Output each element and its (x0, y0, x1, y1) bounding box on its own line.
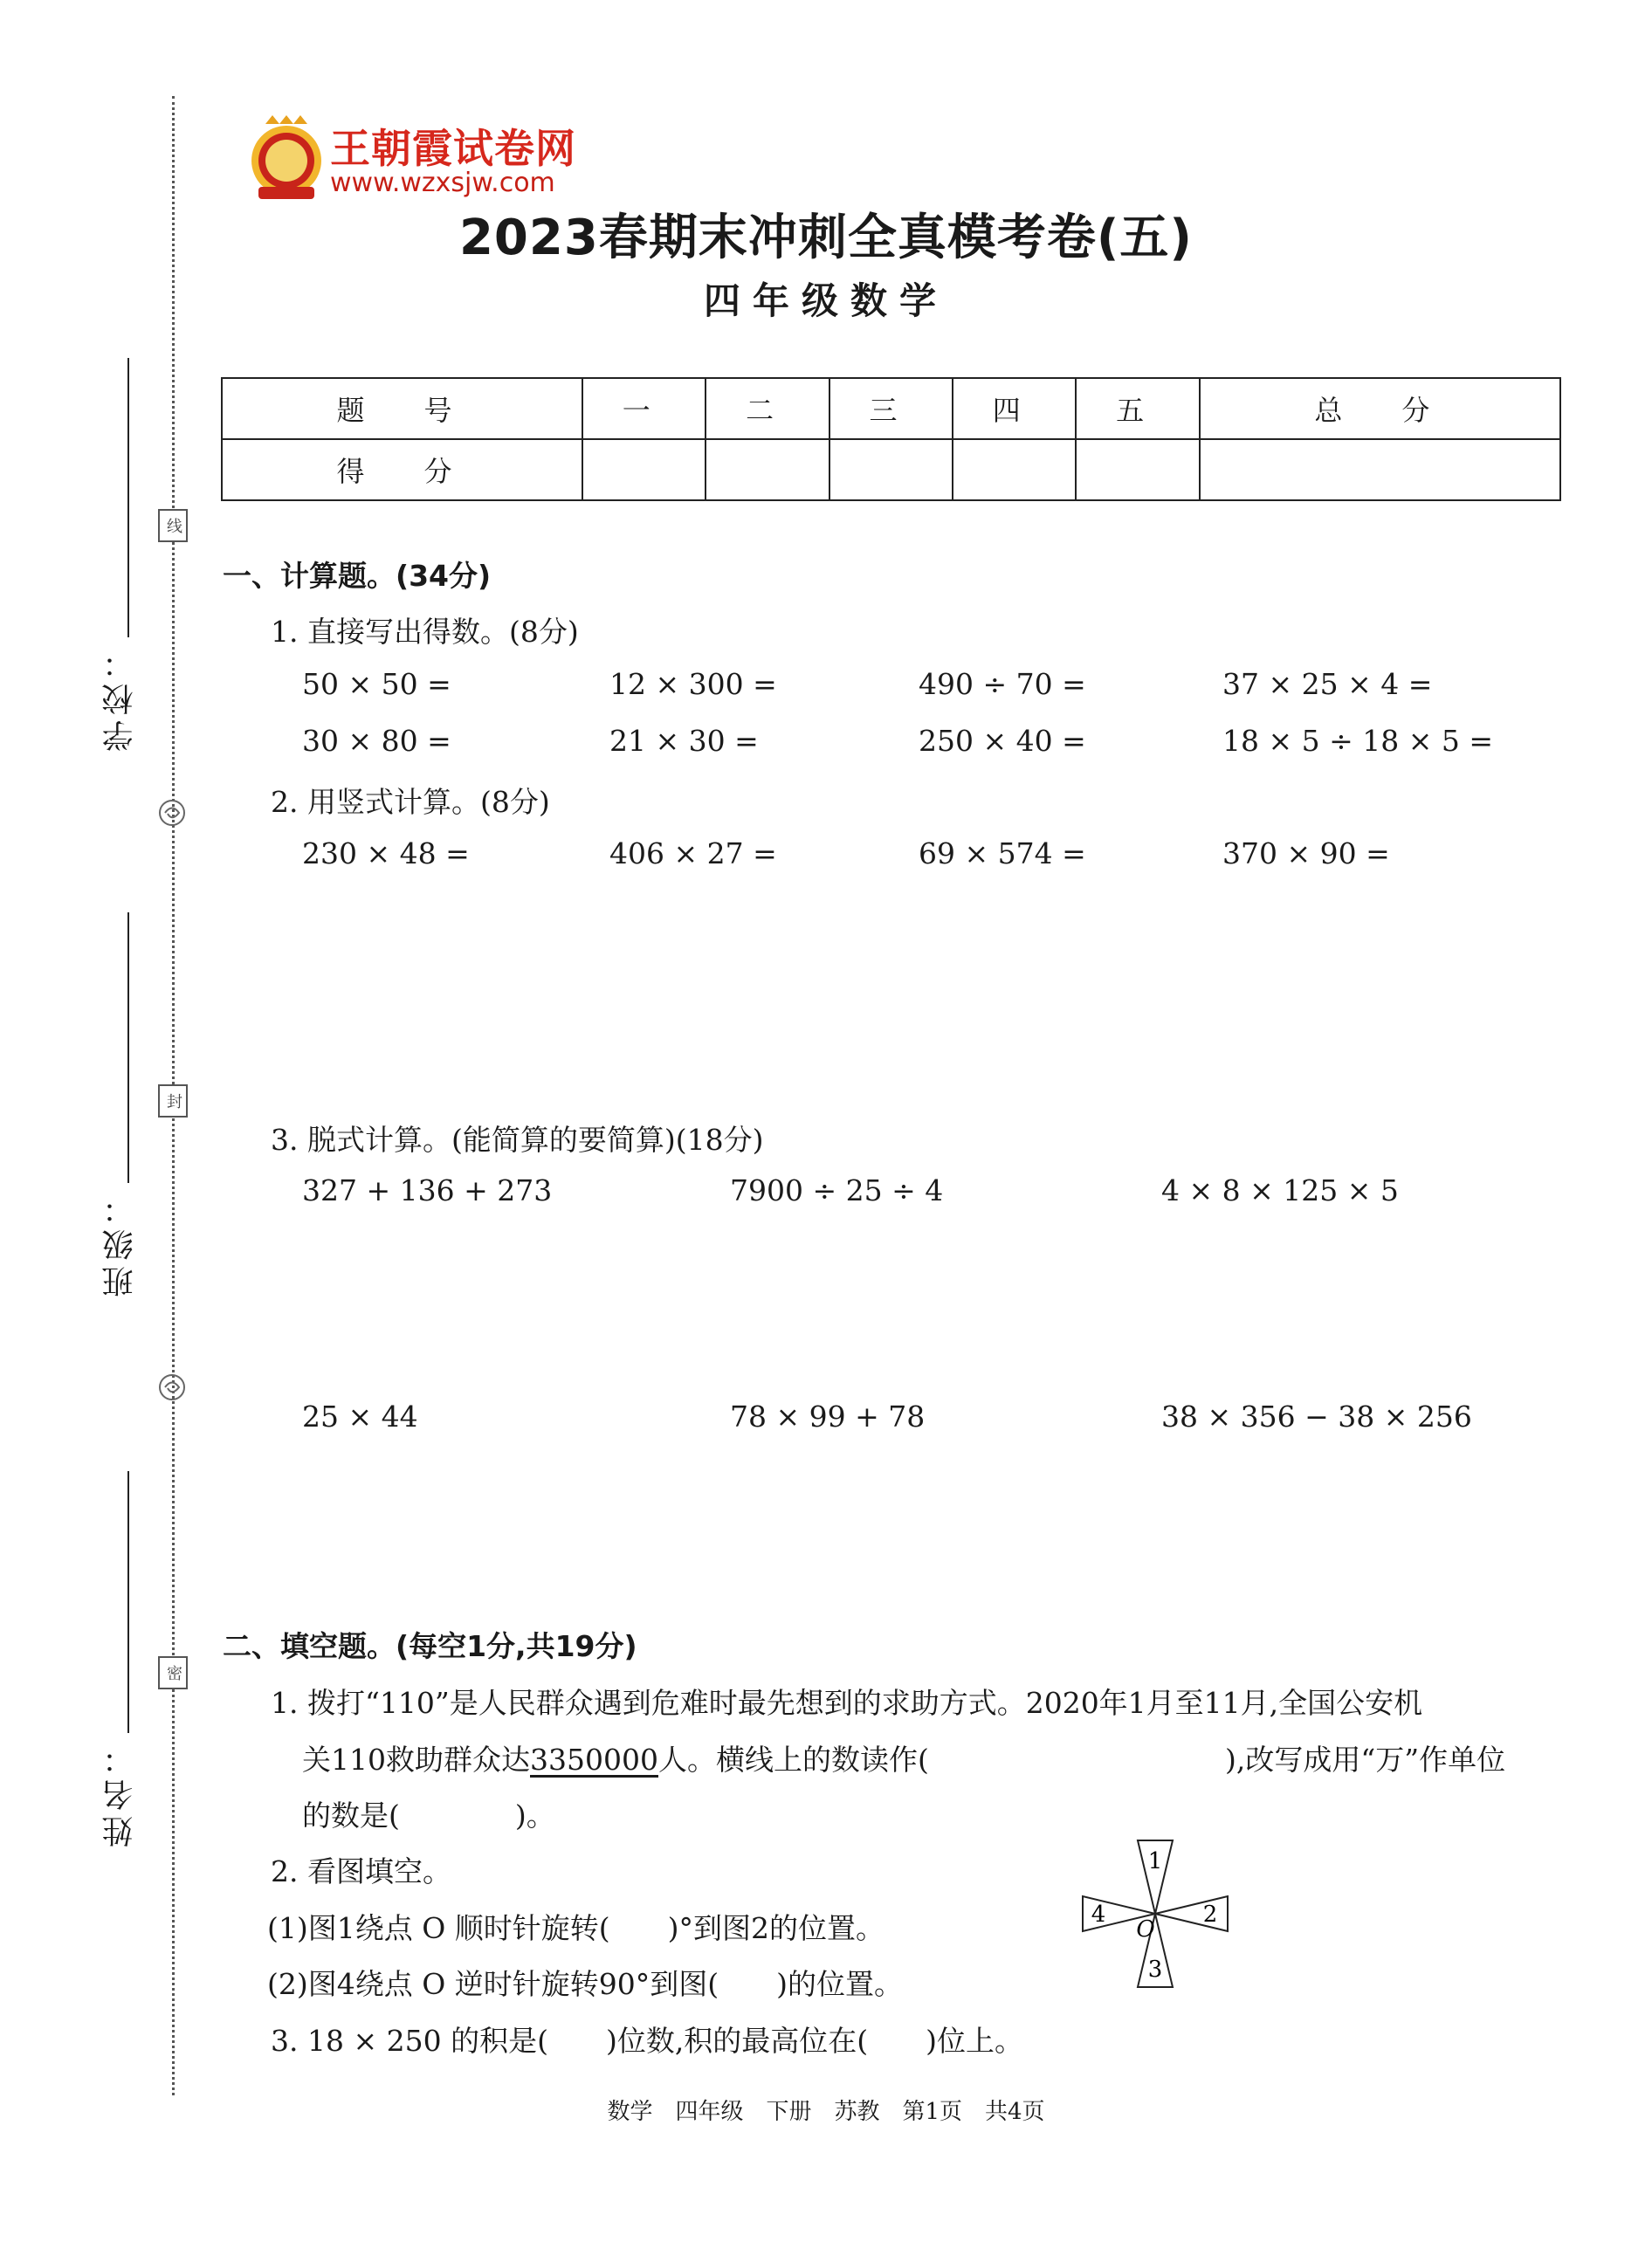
name-underline (127, 1471, 129, 1733)
score-table-score-row (222, 439, 1560, 500)
s2-q1-line3: 的数是( )。 (302, 1799, 555, 1833)
score-header-cell: 四 (953, 378, 1076, 439)
score-header-cell: 总 分 (1200, 378, 1560, 439)
s1-q3-expr: 25 × 44 (302, 1400, 418, 1434)
score-cell[interactable] (1200, 439, 1560, 500)
score-table (221, 377, 1561, 501)
s2-q1-line2-end: ),改写成用“万”作单位 (1225, 1743, 1506, 1777)
class-label: 班级： (102, 1187, 138, 1297)
school-label: 学校： (102, 642, 138, 752)
section1-title: 一、计算题。(34分) (223, 559, 492, 593)
s2-q1-line2 (302, 1737, 929, 1778)
section2-title: 二、填空题。(每空1分,共19分) (223, 1629, 637, 1663)
figure-label-4: 4 (1091, 1902, 1106, 1928)
s2-q1-text: 人。横线上的数读作( (657, 1743, 929, 1777)
s1-q2-expr: 69 × 574 = (919, 836, 1086, 870)
s2-q2-sub2: (2)图4绕点 O 逆时针旋转90°到图( )的位置。 (267, 1967, 904, 2001)
score-header-cell: 一 (582, 378, 706, 439)
s1-q1-expr: 37 × 25 × 4 = (1222, 667, 1433, 701)
score-row-label: 得 分 (222, 439, 582, 500)
s1-q1-expr: 18 × 5 ÷ 18 × 5 = (1222, 724, 1494, 758)
s1-q1-expr: 490 ÷ 70 = (919, 667, 1086, 701)
s2-q2-sub1: (1)图1绕点 O 顺时针旋转( )°到图2的位置。 (267, 1911, 885, 1945)
logo-url: www.wzxsjw.com (330, 168, 555, 198)
figure-center-label: O (1136, 1916, 1155, 1943)
s1-q3-expr: 78 × 99 + 78 (730, 1400, 926, 1434)
figure-label-2: 2 (1202, 1902, 1218, 1928)
name-label: 姓名： (102, 1737, 138, 1847)
s1-q3-expr: 4 × 8 × 125 × 5 (1161, 1173, 1399, 1207)
binding-mark-seal: 封 (158, 1084, 188, 1118)
score-cell[interactable] (582, 439, 706, 500)
s1-q2-expr: 230 × 48 = (302, 836, 470, 870)
binding-mark-line: 线 (158, 509, 188, 542)
page-title: 2023春期末冲刺全真模考卷(五) (458, 210, 1194, 266)
score-table-header-row (222, 378, 1560, 439)
s1-q2-label: 2. 用竖式计算。(8分) (271, 785, 550, 819)
s1-q1-expr: 30 × 80 = (302, 724, 451, 758)
s1-q1-expr: 12 × 300 = (609, 667, 777, 701)
school-underline (127, 358, 129, 637)
s1-q3-expr: 38 × 356 − 38 × 256 (1161, 1400, 1472, 1434)
binding-mark-secret: 密 (158, 1656, 188, 1689)
score-cell[interactable] (1076, 439, 1199, 500)
binding-swirl-icon (157, 798, 187, 828)
logo-name: 王朝霞试卷网 (330, 125, 576, 172)
s1-q3-expr: 327 + 136 + 273 (302, 1173, 553, 1207)
s2-q1-underlined-number: 3350000 (530, 1743, 658, 1777)
score-header-cell: 题 号 (222, 378, 582, 439)
score-cell[interactable] (706, 439, 829, 500)
rotation-figure (1081, 1839, 1229, 1989)
s1-q2-expr: 406 × 27 = (609, 836, 777, 870)
score-cell[interactable] (953, 439, 1076, 500)
logo-emblem-icon (246, 115, 327, 204)
s2-q3-label: 3. 18 × 250 的积是( )位数,积的最高位在( )位上。 (271, 2024, 1024, 2058)
score-header-cell: 五 (1076, 378, 1199, 439)
s1-q2-expr: 370 × 90 = (1222, 836, 1390, 870)
score-cell[interactable] (829, 439, 953, 500)
figure-label-3: 3 (1147, 1957, 1163, 1983)
score-header-cell: 二 (706, 378, 829, 439)
binding-swirl-icon (157, 1372, 187, 1402)
s1-q1-expr: 250 × 40 = (919, 724, 1086, 758)
class-underline (127, 912, 129, 1183)
figure-label-1: 1 (1147, 1848, 1163, 1874)
s2-q2-label: 2. 看图填空。 (271, 1854, 451, 1888)
s1-q3-label: 3. 脱式计算。(能简算的要简算)(18分) (271, 1123, 764, 1157)
s1-q1-expr: 21 × 30 = (609, 724, 759, 758)
page-subtitle: 四年级数学 (703, 279, 948, 322)
s2-q1-text: 关110救助群众达 (302, 1743, 530, 1777)
s1-q1-expr: 50 × 50 = (302, 667, 451, 701)
page-footer: 数学 四年级 下册 苏教 第1页 共4页 (607, 2099, 1045, 2125)
s1-q1-label: 1. 直接写出得数。(8分) (271, 615, 579, 649)
score-header-cell: 三 (829, 378, 953, 439)
s2-q1-line1: 1. 拨打“110”是人民群众遇到危难时最先想到的求助方式。2020年1月至11月,全国公安机 (271, 1686, 1423, 1720)
s1-q3-expr: 7900 ÷ 25 ÷ 4 (730, 1173, 944, 1207)
